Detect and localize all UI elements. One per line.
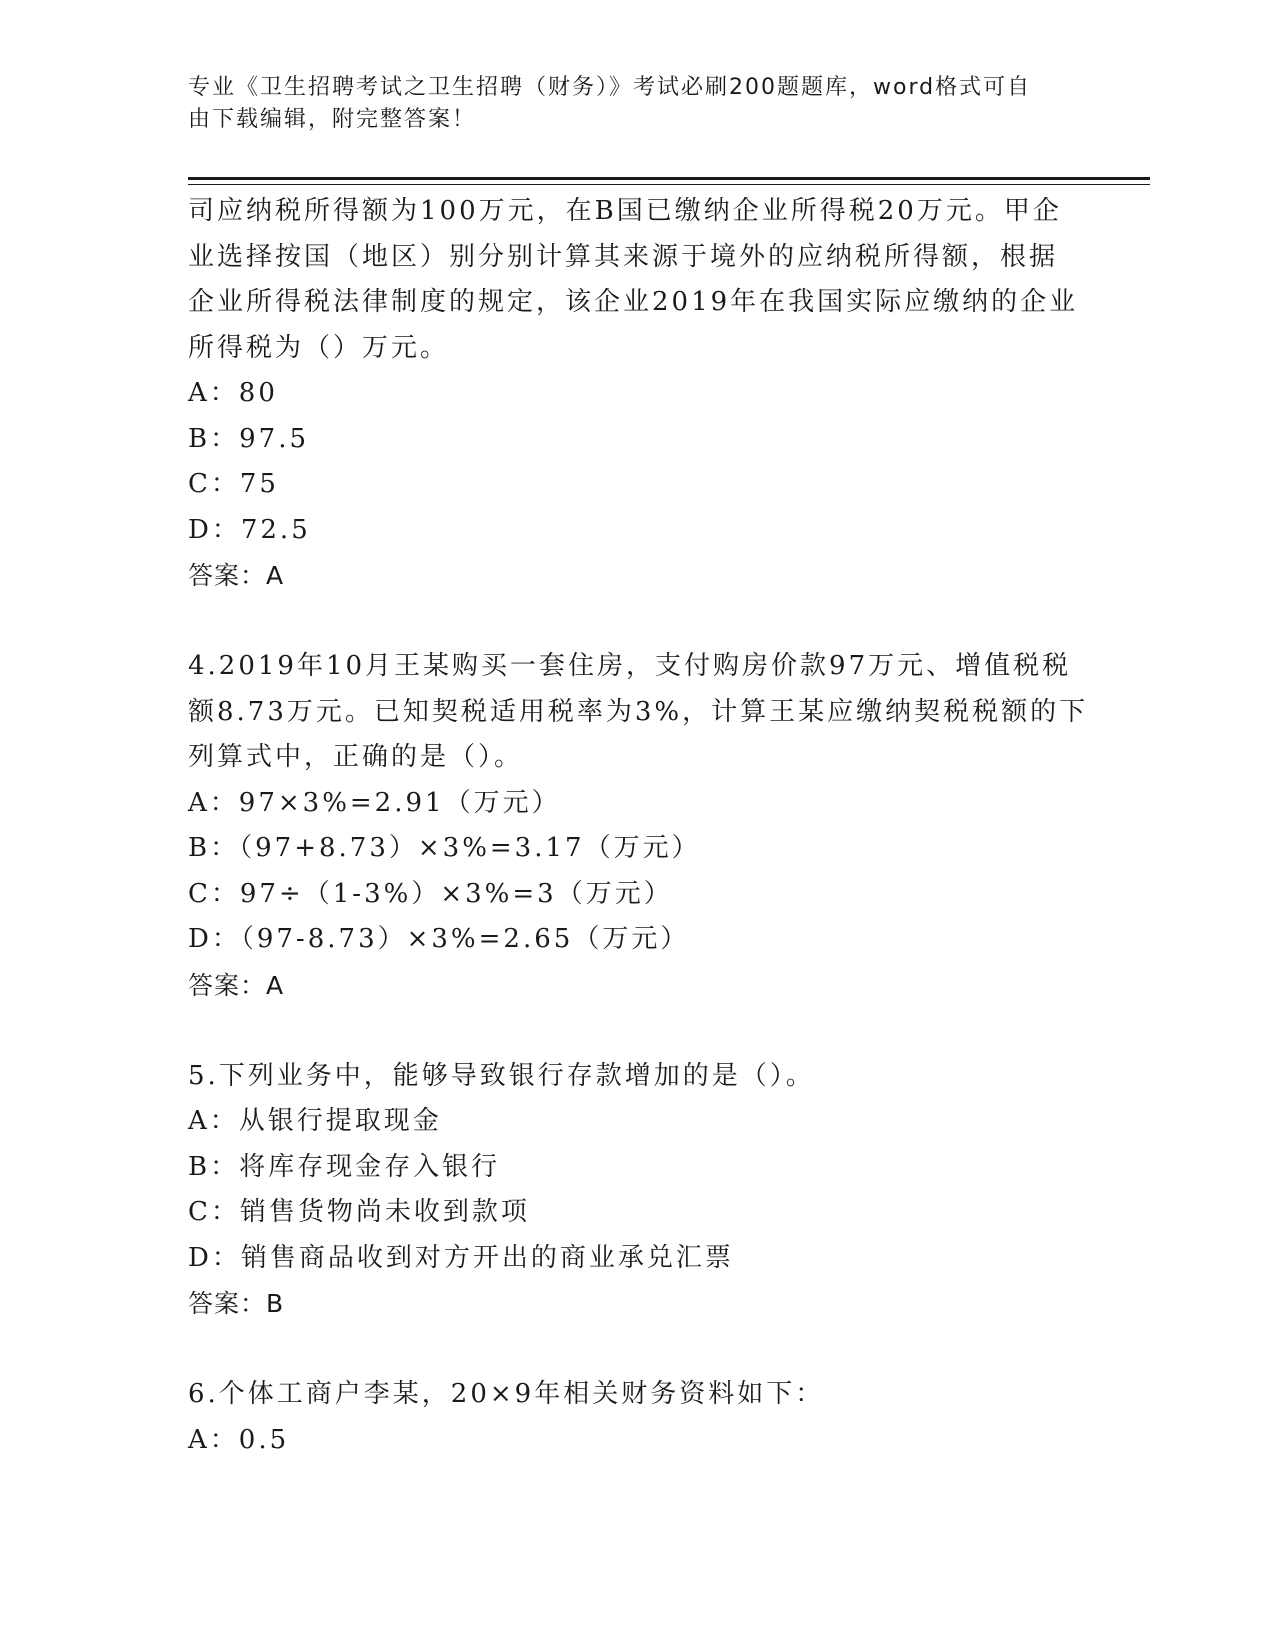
- option-c: C：75: [188, 469, 279, 499]
- question-stem-line: 额8.73万元。已知契税适用税率为3%，计算王某应缴纳契税税额的下: [188, 696, 1089, 727]
- option-d: D：销售商品收到对方开出的商业承兑汇票: [188, 1242, 734, 1273]
- document-body: [188, 189, 1088, 1463]
- spacer: [188, 1008, 1088, 1054]
- option-b: B：97.5: [188, 423, 309, 454]
- spacer: [188, 599, 1088, 645]
- question-stem-line: 司应纳税所得额为100万元，在B国已缴纳企业所得税20万元。甲企: [188, 196, 1062, 226]
- header-rule-thin: [188, 184, 1150, 185]
- spacer: [188, 1327, 1088, 1373]
- question-stem-line: 列算式中，正确的是（）。: [188, 742, 524, 772]
- option-b: B：（97+8.73）×3%=3.17（万元）: [188, 833, 701, 863]
- option-d: D：72.5: [188, 514, 311, 545]
- option-a: A：0.5: [188, 1424, 290, 1455]
- option-d: D：（97-8.73）×3%=2.65（万元）: [188, 924, 690, 954]
- option-c: C：销售货物尚未收到款项: [188, 1197, 530, 1227]
- answer-line: 答案：A: [188, 970, 285, 1000]
- question-5: [188, 1054, 1088, 1327]
- option-a: A：从银行提取现金: [188, 1106, 442, 1136]
- option-b: B：将库存现金存入银行: [188, 1151, 501, 1182]
- header-line-1: 专业《卫生招聘考试之卫生招聘（财务）》考试必刷200题题库，word格式可自: [188, 75, 1032, 100]
- question-stem-line: 6.个体工商户李某，20×9年相关财务资料如下：: [188, 1379, 825, 1409]
- question-stem-line: 所得税为（）万元。: [188, 332, 450, 363]
- question-stem-line: 企业所得税法律制度的规定，该企业2019年在我国实际应缴纳的企业: [188, 287, 1079, 317]
- answer-line: 答案：A: [188, 561, 285, 590]
- question-stem-line: 5.下列业务中，能够导致银行存款增加的是（）。: [188, 1060, 815, 1091]
- question-stem-line: 4.2019年10月王某购买一套住房，支付购房价款97万元、增值税税: [188, 651, 1072, 681]
- option-c: C：97÷（1-3%）×3%=3（万元）: [188, 878, 673, 909]
- question-3: [188, 189, 1088, 599]
- answer-line: 答案：B: [188, 1289, 285, 1318]
- question-stem-line: 业选择按国（地区）别分别计算其来源于境外的应纳税所得额，根据: [188, 241, 1059, 272]
- option-a: A：97×3%=2.91（万元）: [188, 787, 561, 818]
- question-4: [188, 644, 1088, 1008]
- question-6: [188, 1372, 1088, 1463]
- document-header: [188, 72, 1068, 136]
- header-line-2: 由下载编辑，附完整答案！: [188, 107, 477, 132]
- option-a: A：80: [188, 378, 278, 408]
- header-rule-thick: [188, 177, 1150, 180]
